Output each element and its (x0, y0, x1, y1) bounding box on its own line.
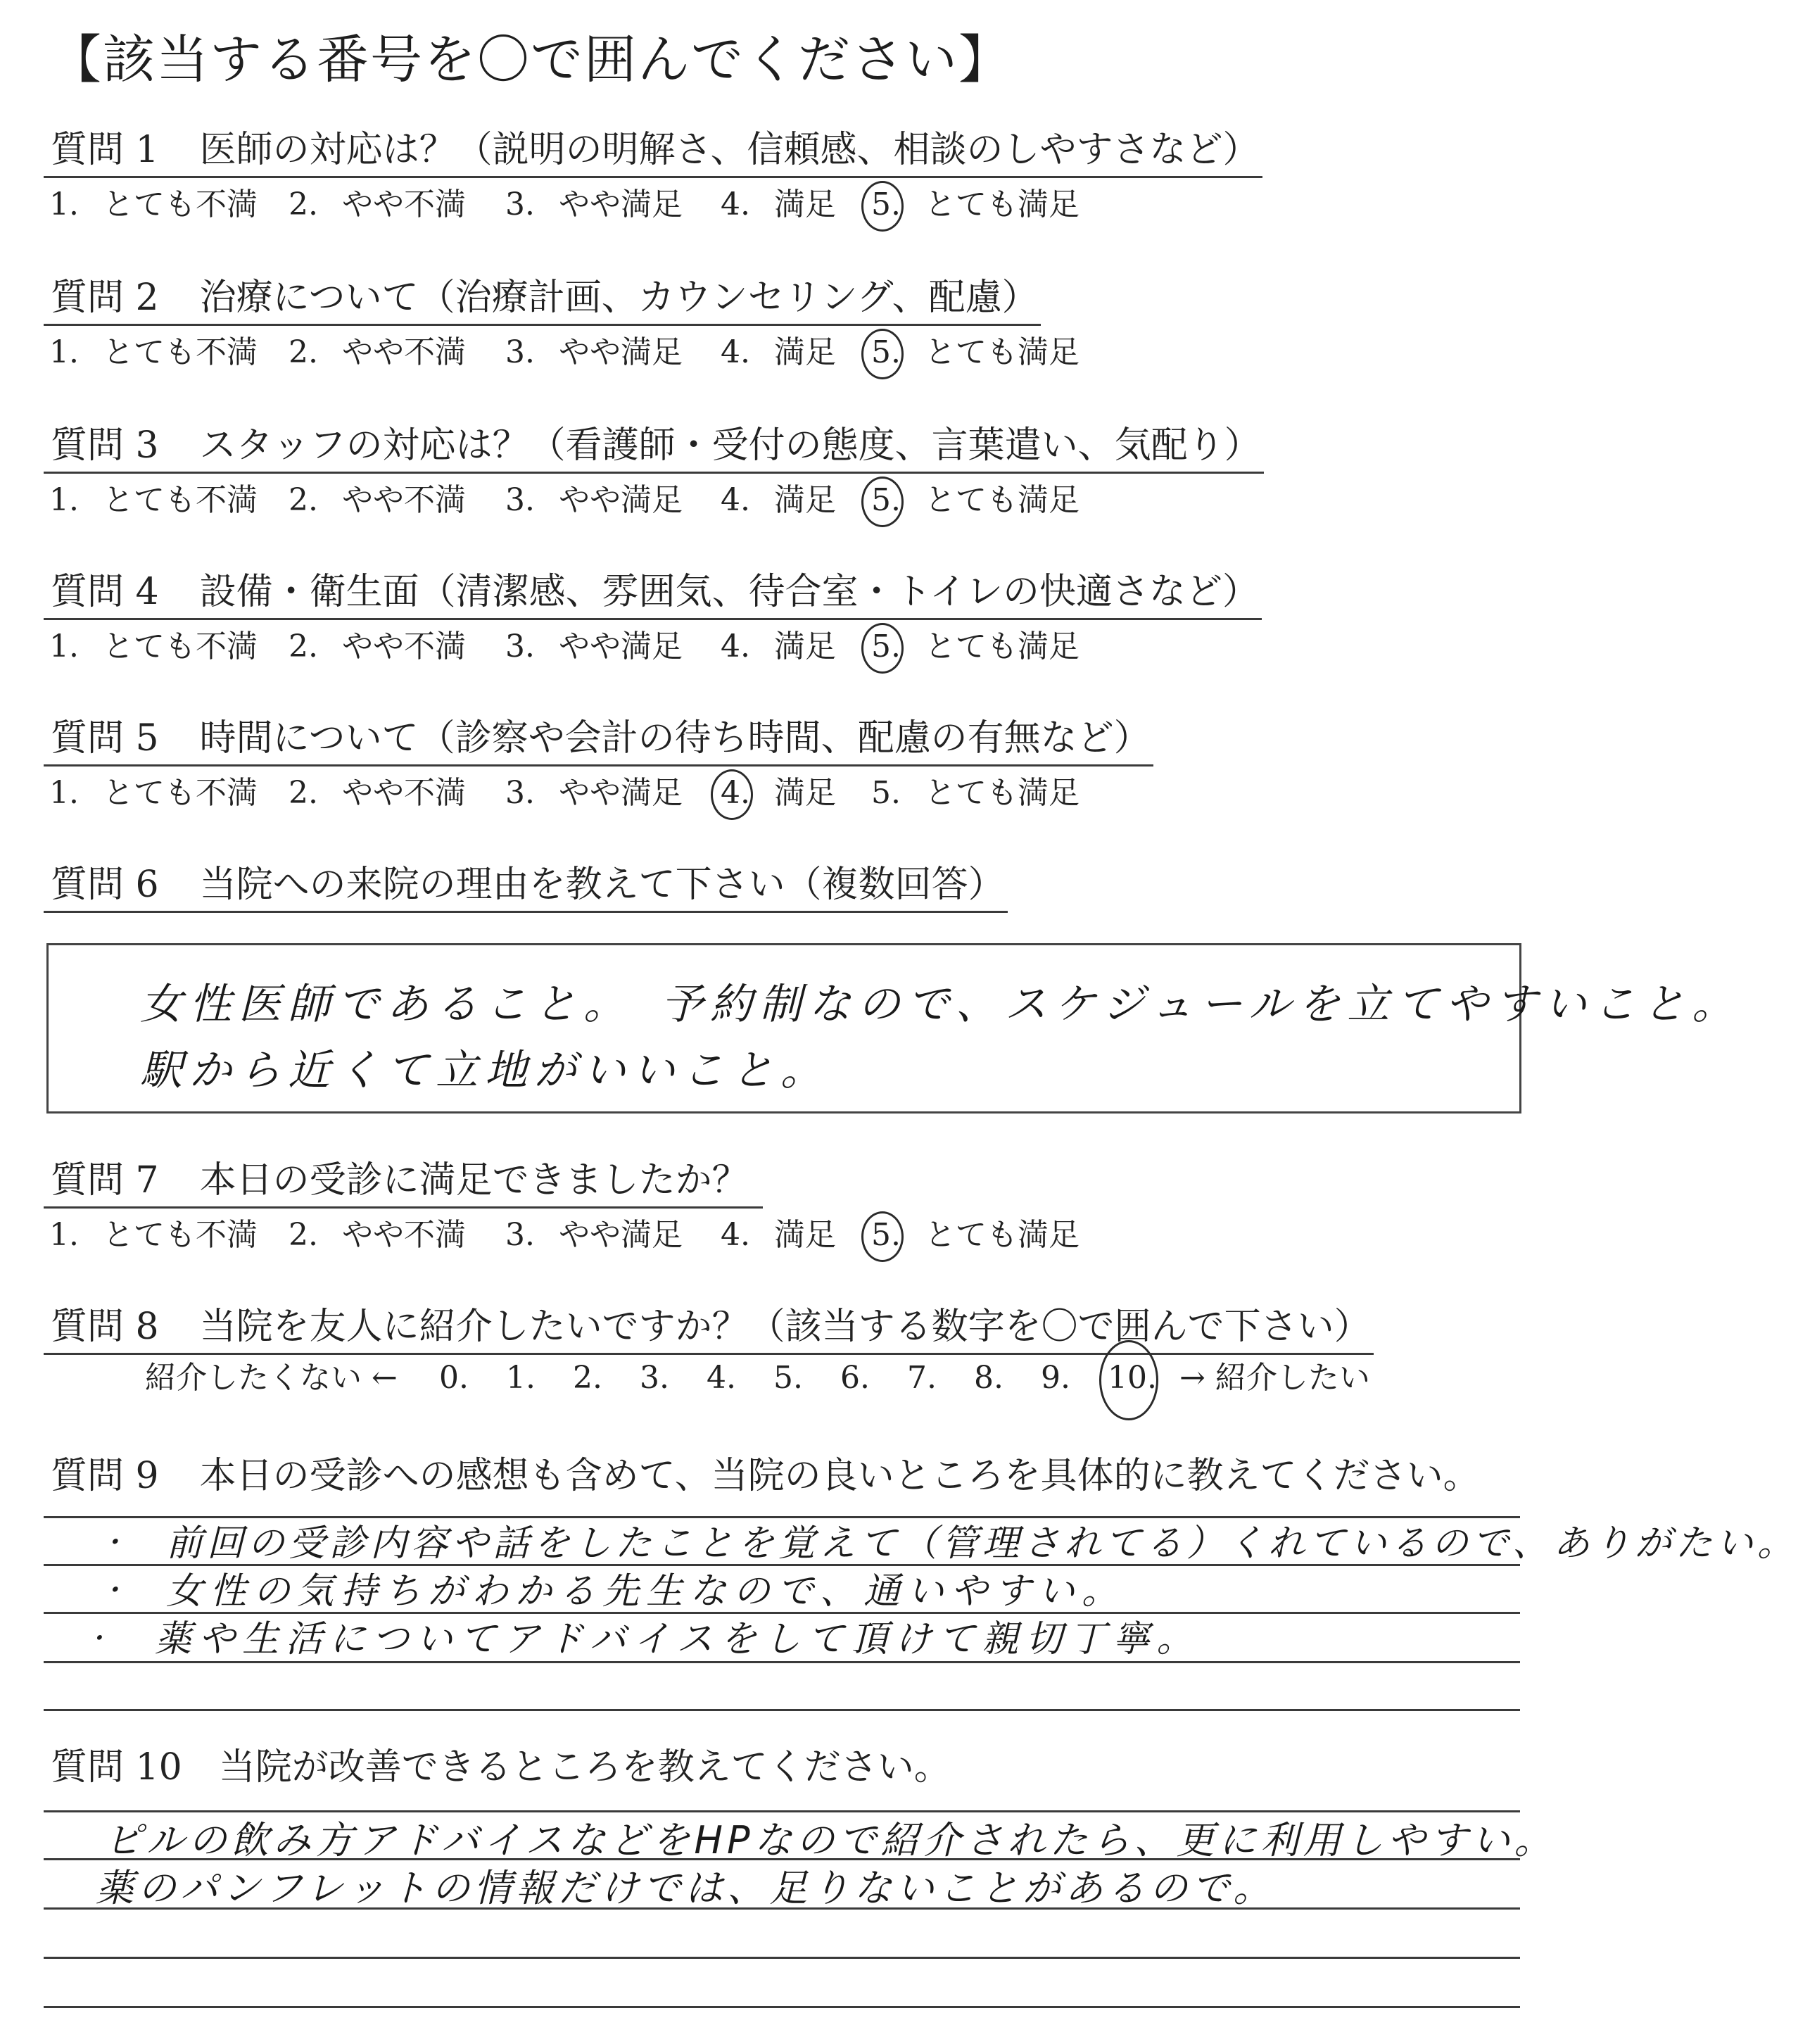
option-label: とても不満 (102, 482, 258, 518)
option-label: とても満足 (924, 775, 1080, 811)
option-label: やや満足 (558, 482, 683, 518)
question-3 (44, 424, 1571, 523)
option-number: 4. (721, 629, 750, 664)
option-1[interactable] (49, 185, 258, 225)
option-number: 3. (505, 775, 535, 811)
bullet-icon: ・ (99, 1527, 134, 1559)
option-label: とても満足 (924, 187, 1080, 222)
question-2-options (44, 333, 1571, 375)
question-3-heading (44, 424, 1264, 474)
question-10 (44, 1746, 1571, 1793)
question-7-options (44, 1216, 1571, 1258)
question-1 (44, 128, 1571, 227)
option-2[interactable] (289, 481, 466, 520)
question-1-text: 医師の対応は？（説明の明解さ、信頼感、相談のしやすさなど） (199, 129, 1260, 171)
option-label: 満足 (773, 629, 836, 664)
option-number: 4. (721, 334, 750, 370)
question-9-answer-line-2: 女性の気持ちがわかる先生なので、通いやすい。 (166, 1570, 1125, 1613)
scale-number-6[interactable]: 6. (840, 1360, 870, 1396)
question-10-answer-line-1: ピルの飲み方アドバイスなどをHPなので紹介されたら、更に利用しやすい。 (104, 1818, 1557, 1862)
option-label: とても満足 (924, 482, 1080, 518)
option-4[interactable] (721, 333, 836, 372)
question-2 (44, 276, 1571, 375)
option-number: 5. (871, 185, 901, 225)
option-label: やや不満 (341, 482, 466, 518)
option-label: やや不満 (341, 629, 466, 664)
option-label: とても不満 (102, 629, 258, 664)
question-2-text: 治療について（治療計画、カウンセリング、配慮） (199, 277, 1039, 319)
option-number: 3. (505, 187, 535, 222)
option-number: 1. (49, 1217, 79, 1253)
scale-number-1[interactable]: 1. (506, 1360, 536, 1396)
option-number: 2. (289, 482, 318, 518)
question-6-number: 質問 6 (51, 864, 159, 906)
scale-number-8[interactable]: 8. (974, 1360, 1004, 1396)
option-5[interactable] (871, 774, 1080, 813)
question-7-heading (44, 1159, 763, 1209)
option-5[interactable] (871, 333, 1080, 372)
question-1-number: 質問 1 (51, 129, 159, 171)
option-label: やや満足 (558, 1217, 683, 1253)
option-4[interactable] (721, 481, 836, 520)
question-4-text: 設備・衛生面（清潔感、雰囲気、待合室・トイレの快適さなど） (199, 571, 1260, 613)
option-number: 1. (49, 482, 79, 518)
option-number: 5. (871, 775, 901, 811)
option-2[interactable] (289, 1216, 466, 1255)
option-number: 1. (49, 775, 79, 811)
option-number: 3. (505, 1217, 535, 1253)
question-9 (44, 1454, 1571, 1502)
option-number: 4. (721, 482, 750, 518)
question-6 (44, 863, 1571, 913)
question-9-heading (44, 1454, 1483, 1502)
option-4[interactable] (721, 774, 836, 813)
answer-line (44, 2006, 1520, 2008)
option-number: 2. (289, 775, 318, 811)
option-5[interactable] (871, 481, 1080, 520)
question-10-text: 当院が改善できるところを教えてください。 (218, 1746, 951, 1788)
question-5 (44, 717, 1571, 816)
option-number: 2. (289, 334, 318, 370)
option-1[interactable] (49, 774, 258, 813)
question-7-text: 本日の受診に満足できましたか？ (199, 1159, 749, 1201)
question-1-options (44, 185, 1571, 227)
option-number: 1. (49, 187, 79, 222)
scale-number-10[interactable]: 10. (1108, 1358, 1157, 1398)
option-number: 2. (289, 1217, 318, 1253)
option-label: とても満足 (924, 1217, 1080, 1253)
question-9-answer-line-1: 前回の受診内容や話をしたことを覚えて（管理されてる）くれているので、ありがたい。 (166, 1522, 1798, 1565)
option-label: やや不満 (341, 775, 466, 811)
option-number: 3. (505, 629, 535, 664)
scale-number-3[interactable]: 3. (640, 1360, 669, 1396)
scale-number-4[interactable]: 4. (707, 1360, 736, 1396)
option-label: とても不満 (102, 775, 258, 811)
question-6-heading (44, 863, 1008, 913)
option-number: 4. (721, 187, 750, 222)
question-8-text: 当院を友人に紹介したいですか？（該当する数字を〇で囲んで下さい） (199, 1306, 1371, 1348)
question-2-number: 質問 2 (51, 277, 159, 319)
option-label: やや満足 (558, 629, 683, 664)
option-3[interactable] (505, 481, 683, 520)
question-10-heading (44, 1746, 954, 1793)
option-4[interactable] (721, 1216, 836, 1255)
option-label: とても満足 (924, 629, 1080, 664)
option-label: やや満足 (558, 187, 683, 222)
option-label: やや不満 (341, 187, 466, 222)
scale-number-7[interactable]: 7. (907, 1360, 937, 1396)
option-number: 3. (505, 334, 535, 370)
question-7 (44, 1159, 1571, 1258)
question-9-text: 本日の受診への感想も含めて、当院の良いところを具体的に教えてください。 (199, 1455, 1480, 1497)
option-label: 満足 (773, 1217, 836, 1253)
option-3[interactable] (505, 333, 683, 372)
question-1-heading (44, 128, 1262, 178)
question-8-heading (44, 1305, 1374, 1355)
option-2[interactable] (289, 627, 466, 667)
option-3[interactable] (505, 1216, 683, 1255)
question-3-number: 質問 3 (51, 424, 159, 467)
option-3[interactable] (505, 185, 683, 225)
option-label: 満足 (773, 775, 836, 811)
option-number: 1. (49, 629, 79, 664)
option-number: 2. (289, 629, 318, 664)
option-label: やや不満 (341, 1217, 466, 1253)
option-2[interactable] (289, 774, 466, 813)
scale-number-0[interactable]: 0. (439, 1360, 469, 1396)
option-number: 5. (871, 481, 901, 520)
option-1[interactable] (49, 481, 258, 520)
question-8-number: 質問 8 (51, 1306, 159, 1348)
question-6-answer-box (46, 943, 1742, 1114)
option-label: とても不満 (102, 187, 258, 222)
option-label: 満足 (773, 187, 836, 222)
option-1[interactable] (49, 333, 258, 372)
question-5-number: 質問 5 (51, 717, 159, 759)
option-2[interactable] (289, 185, 466, 225)
option-1[interactable] (49, 1216, 258, 1255)
question-10-answer-line-2: 薬のパンフレットの情報だけでは、足りないことがあるので。 (96, 1866, 1276, 1910)
page-title: 【該当する番号を〇で囲んでください】 (49, 30, 1012, 90)
question-3-options (44, 481, 1571, 523)
scale-number-5[interactable]: 5. (773, 1360, 803, 1396)
option-label: やや不満 (341, 334, 466, 370)
option-number: 4. (721, 1217, 750, 1253)
option-label: やや満足 (558, 775, 683, 811)
question-9-answer-line-3: 薬や生活についてアドバイスをして頂けて親切丁寧。 (155, 1618, 1201, 1660)
question-10-number: 質問 10 (51, 1746, 182, 1788)
bullet-icon: ・ (99, 1575, 134, 1607)
option-number: 4. (721, 774, 750, 813)
question-8 (44, 1305, 1571, 1355)
question-4-options (44, 627, 1571, 669)
question-6-text: 当院への来院の理由を教えて下さい（複数回答） (199, 864, 1005, 906)
option-number: 3. (505, 482, 535, 518)
question-5-options (44, 774, 1571, 816)
option-5[interactable] (871, 627, 1080, 667)
question-4 (44, 570, 1571, 669)
scale-right-label: → 紹介したい (1179, 1360, 1370, 1396)
answer-line (44, 1957, 1520, 1959)
option-number: 2. (289, 187, 318, 222)
question-9-number: 質問 9 (51, 1455, 159, 1497)
question-3-text: スタッフの対応は？（看護師・受付の態度、言葉遣い、気配り） (199, 424, 1261, 467)
question-2-heading (44, 276, 1041, 326)
option-4[interactable] (721, 185, 836, 225)
option-label: とても不満 (102, 334, 258, 370)
option-2[interactable] (289, 333, 466, 372)
option-3[interactable] (505, 627, 683, 667)
scale-left-label: 紹介したくない ← (145, 1360, 398, 1396)
option-3[interactable] (505, 774, 683, 813)
option-4[interactable] (721, 627, 836, 667)
question-6-answer-line-2: 駅から近くて立地がいいこと。 (140, 1046, 830, 1095)
question-7-number: 質問 7 (51, 1159, 159, 1201)
question-4-number: 質問 4 (51, 571, 159, 613)
option-label: 満足 (773, 482, 836, 518)
question-6-answer-line-1: 女性医師であること。 予約制なので、スケジュールを立てやすいこと。 (140, 980, 1742, 1029)
option-label: やや満足 (558, 334, 683, 370)
question-5-heading (44, 717, 1153, 766)
option-1[interactable] (49, 627, 258, 667)
option-number: 1. (49, 334, 79, 370)
option-number: 5. (871, 333, 901, 372)
option-label: とても満足 (924, 334, 1080, 370)
answer-line (44, 1709, 1520, 1711)
question-4-heading (44, 570, 1262, 620)
bullet-icon: ・ (84, 1625, 118, 1653)
option-label: 満足 (773, 334, 836, 370)
option-number: 5. (871, 1216, 901, 1255)
option-label: とても不満 (102, 1217, 258, 1253)
option-number: 5. (871, 627, 901, 667)
option-5[interactable] (871, 185, 1080, 225)
scale-number-9[interactable]: 9. (1041, 1360, 1070, 1396)
question-5-text: 時間について（診察や会計の待ち時間、配慮の有無など） (199, 717, 1151, 759)
option-5[interactable] (871, 1216, 1080, 1255)
scale-number-2[interactable]: 2. (573, 1360, 602, 1396)
